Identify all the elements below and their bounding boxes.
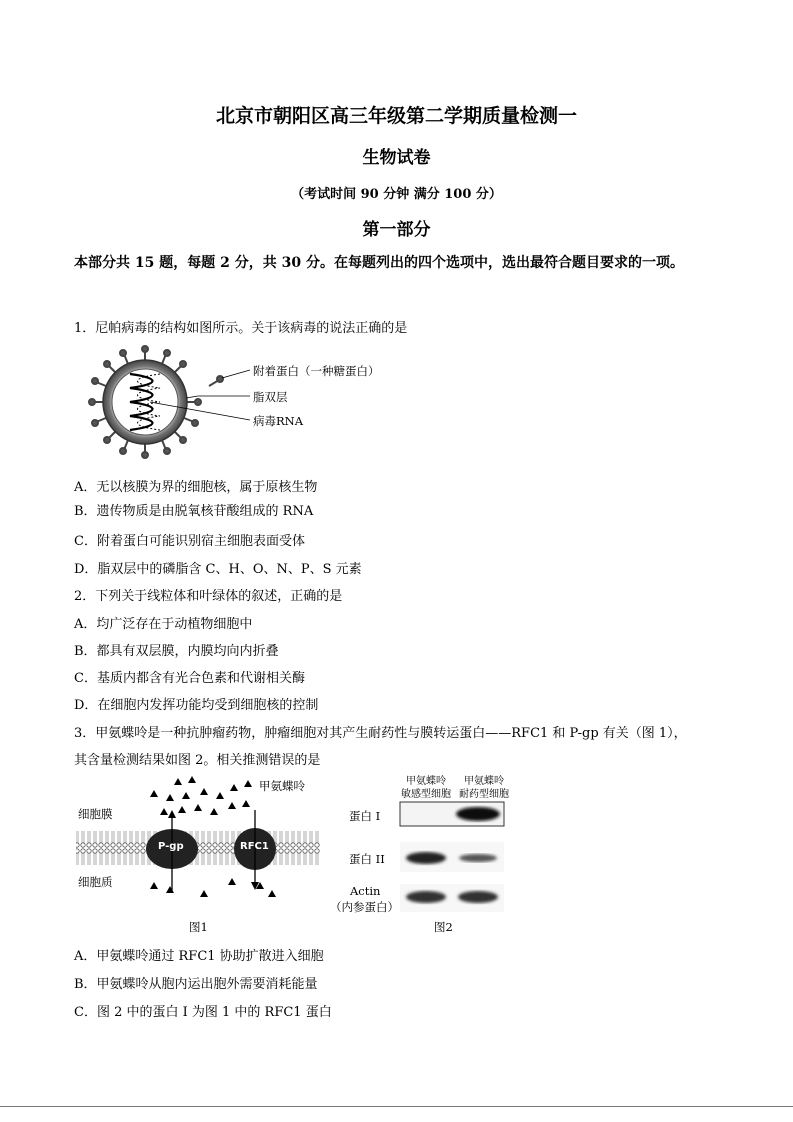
question-1-option-b: B．遗传物质是由脱氧核苷酸组成的 RNA bbox=[74, 504, 314, 519]
viral-rna-label: 病毒RNA bbox=[253, 414, 304, 428]
attachment-protein-label: 附着蛋白（一种糖蛋白） bbox=[253, 364, 380, 378]
question-3-option-a: A．甲氨蝶呤通过 RFC1 协助扩散进入细胞 bbox=[74, 949, 324, 964]
band-protein2-sensitive bbox=[406, 852, 446, 864]
figure-1-caption: 图1 bbox=[189, 920, 208, 934]
fig2-column-resistant: 甲氨蝶呤 耐药型细胞 bbox=[459, 776, 509, 800]
question-2-option-a: A．均广泛存在于动植物细胞中 bbox=[74, 617, 253, 632]
cytoplasm-label: 细胞质 bbox=[78, 875, 113, 889]
pgp-label: P-gp bbox=[158, 841, 184, 852]
question-1-option-a: A．无以核膜为界的细胞核，属于原核生物 bbox=[74, 480, 318, 495]
band-protein1-resistant bbox=[456, 807, 500, 821]
question-3-stem-line2: 其含量检测结果如图 2。相关推测错误的是 bbox=[74, 753, 321, 768]
question-3-option-c: C．图 2 中的蛋白 I 为图 1 中的 RFC1 蛋白 bbox=[74, 1005, 332, 1020]
instructions: 本部分共 15 题，每题 2 分，共 30 分。在每题列出的四个选项中，选出最符合题目要求的一项。 bbox=[74, 255, 684, 271]
band-actin-sensitive bbox=[406, 891, 446, 903]
question-2-option-b: B．都具有双层膜，内膜均向内折叠 bbox=[74, 644, 279, 659]
question-2-option-c: C．基质内都含有光合色素和代谢相关酶 bbox=[74, 671, 305, 686]
rfc1-label: RFC1 bbox=[240, 841, 269, 852]
drug-molecules-outside bbox=[150, 776, 252, 815]
part-title: 第一部分 bbox=[362, 220, 431, 240]
fig2-row-actin-note: （内参蛋白） bbox=[330, 900, 399, 914]
page-bottom-rule bbox=[0, 1106, 793, 1107]
subject-title: 生物试卷 bbox=[362, 148, 431, 168]
drug-label: 甲氨蝶呤 bbox=[259, 779, 305, 793]
exam-note: （考试时间 90 分钟 满分 100 分） bbox=[291, 187, 502, 202]
question-3-option-b: B．甲氨蝶呤从胞内运出胞外需要消耗能量 bbox=[74, 977, 318, 992]
question-1-option-d: D．脂双层中的磷脂含 C、H、O、N、P、S 元素 bbox=[74, 562, 362, 577]
fig2-row-protein-1: 蛋白 I bbox=[349, 809, 381, 823]
drug-molecules-inside bbox=[150, 878, 276, 897]
question-1-option-c: C．附着蛋白可能识别宿主细胞表面受体 bbox=[74, 534, 305, 549]
band-protein2-resistant bbox=[459, 854, 497, 862]
virus-structure-diagram bbox=[78, 340, 358, 462]
figure-2-caption: 图2 bbox=[434, 920, 453, 934]
fig2-column-sensitive: 甲氨蝶呤 敏感型细胞 bbox=[401, 776, 451, 800]
question-2-stem: 2．下列关于线粒体和叶绿体的叙述，正确的是 bbox=[74, 589, 343, 604]
lipid-bilayer-label: 脂双层 bbox=[253, 390, 288, 404]
question-1-stem: 1．尼帕病毒的结构如图所示。关于该病毒的说法正确的是 bbox=[74, 321, 408, 336]
question-3-stem-line1: 3．甲氨蝶呤是一种抗肿瘤药物，肿瘤细胞对其产生耐药性与膜转运蛋白——RFC1 和 P-gp 有关（图 1）， bbox=[74, 726, 687, 741]
question-2-option-d: D．在细胞内发挥功能均受到细胞核的控制 bbox=[74, 698, 319, 713]
fig2-row-protein-2: 蛋白 II bbox=[349, 852, 385, 866]
figure-2-western-blot bbox=[398, 800, 508, 916]
band-actin-resistant bbox=[458, 891, 498, 903]
exam-title: 北京市朝阳区高三年级第二学期质量检测一 bbox=[215, 105, 577, 127]
membrane-label: 细胞膜 bbox=[78, 807, 113, 821]
fig2-row-actin: Actin bbox=[350, 884, 381, 898]
